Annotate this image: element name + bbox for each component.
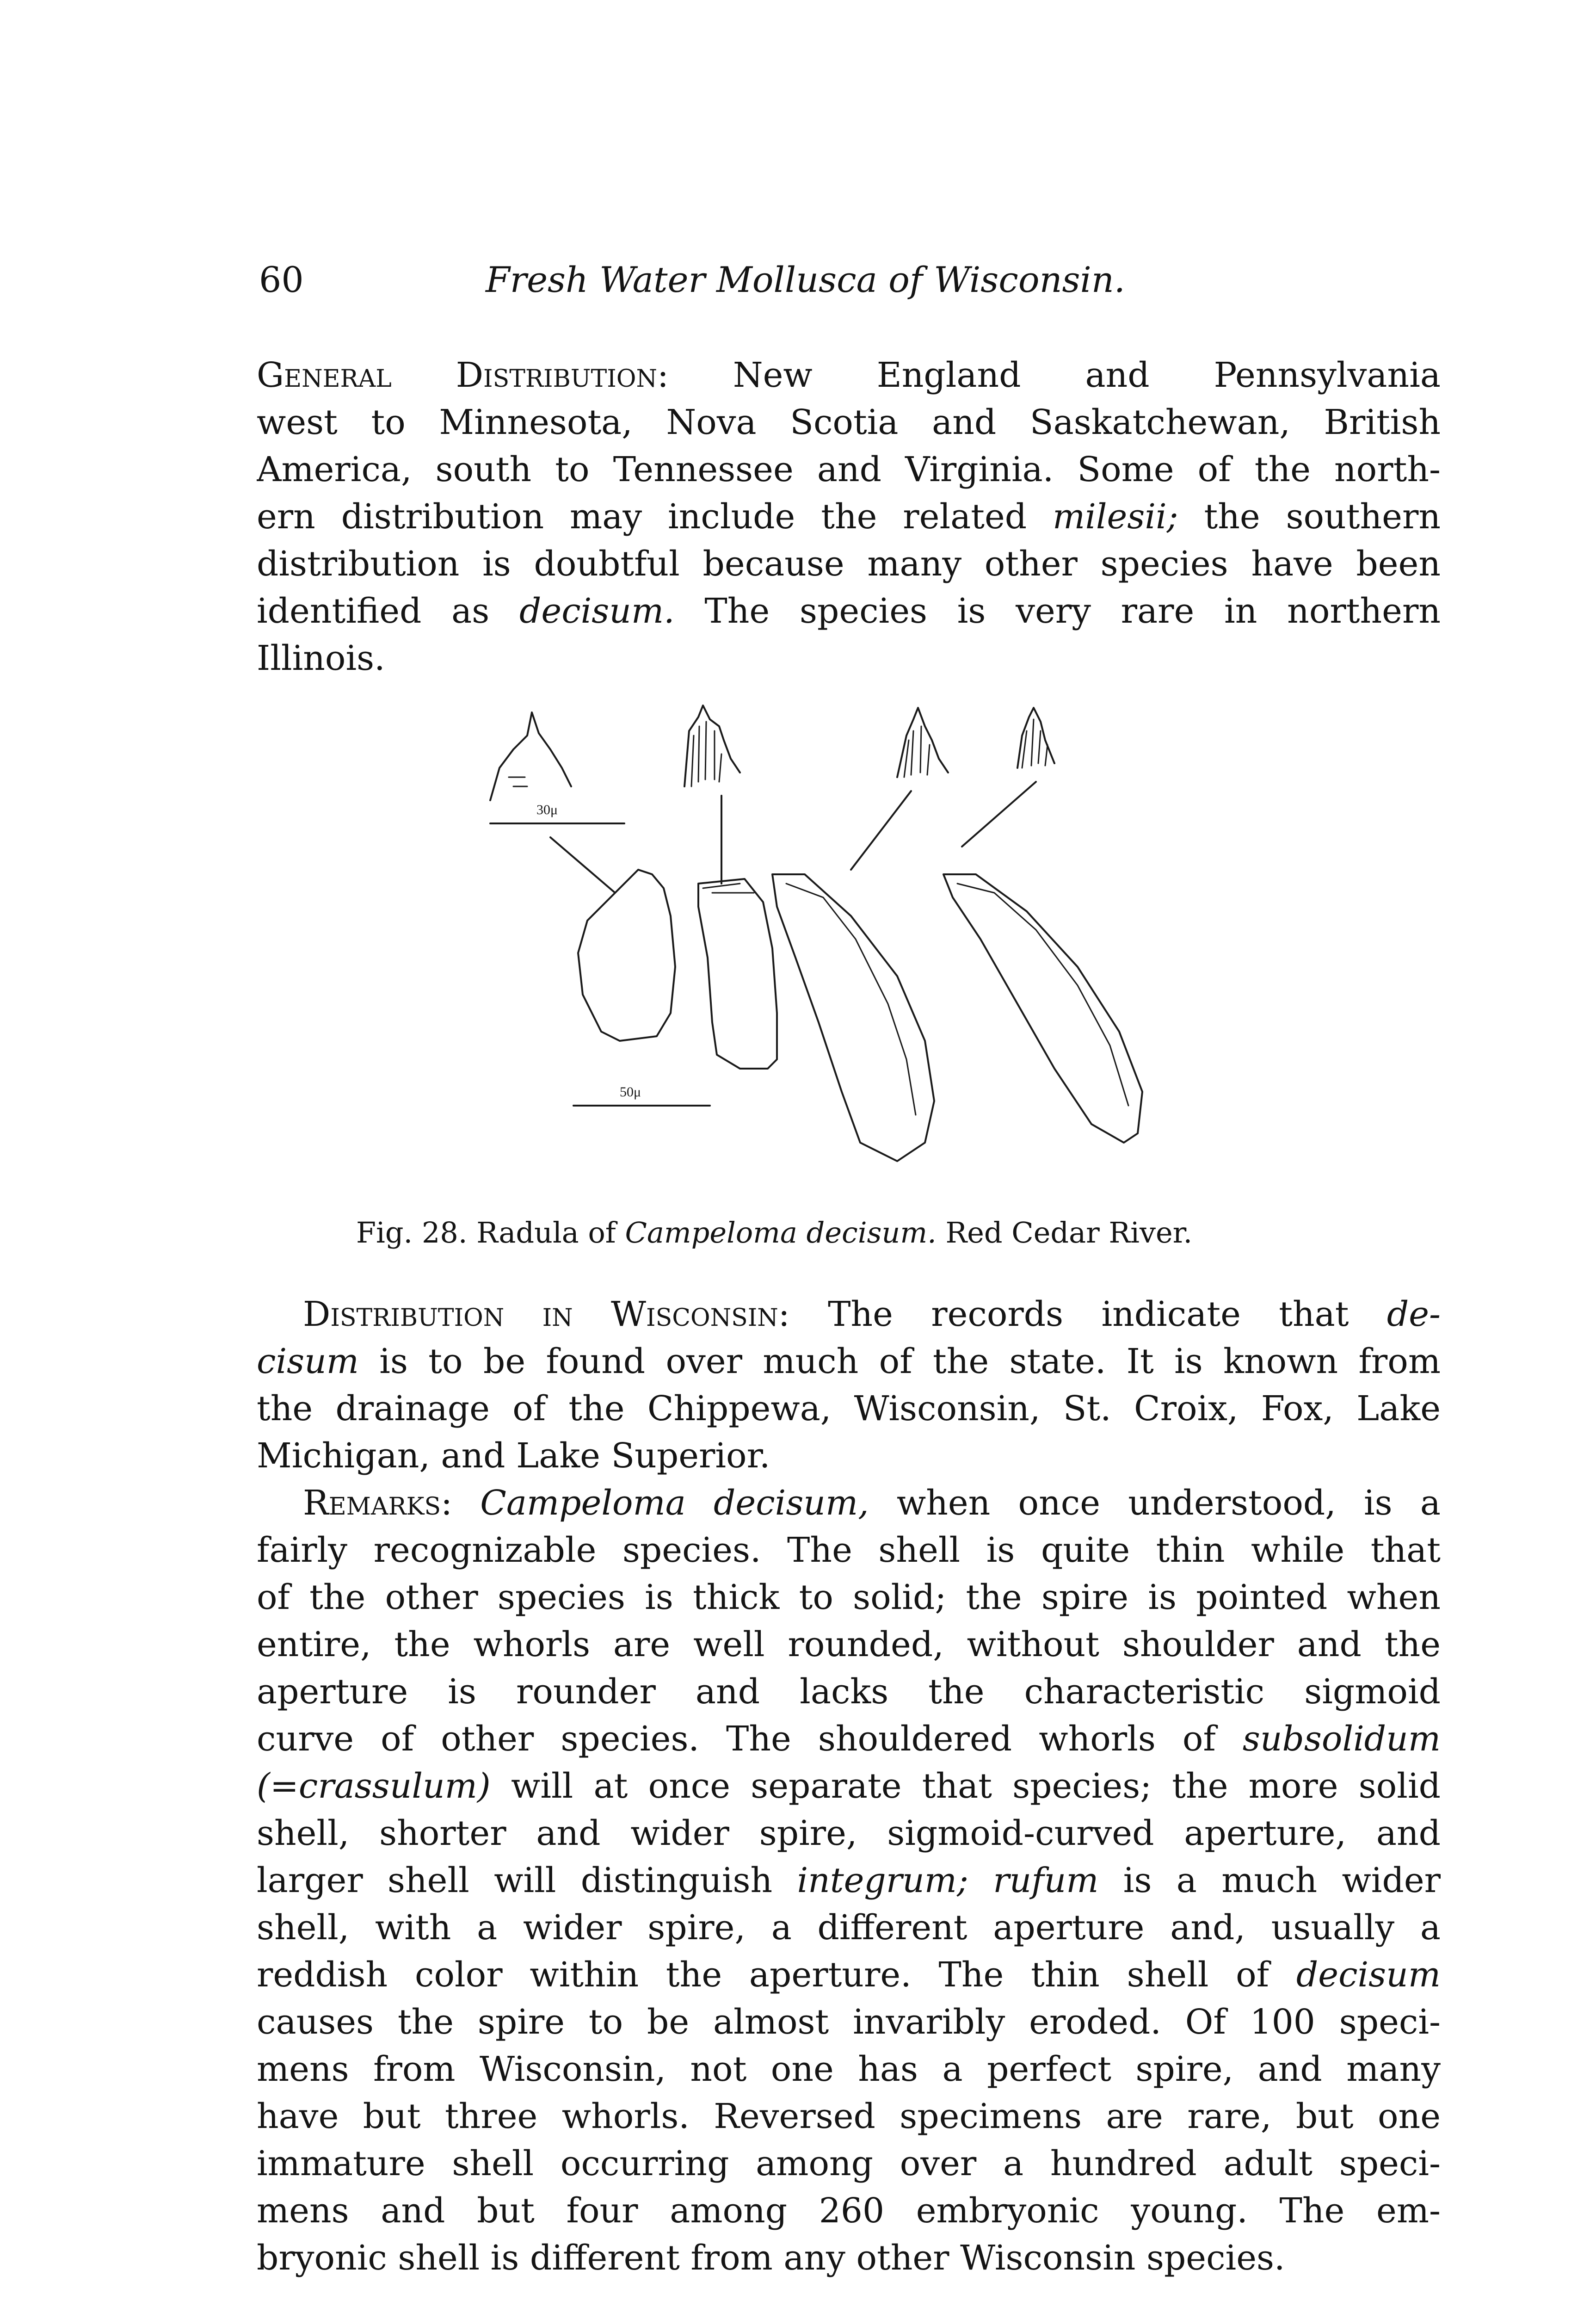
species-name: decisum.	[519, 591, 675, 631]
central-tooth-plate	[578, 870, 675, 1041]
text-line: bryonic shell is different from any other Wisconsin species.	[257, 2238, 1285, 2278]
section-heading: General Distribution:	[257, 355, 669, 395]
text-line: fairly recognizable species. The shell is quite thin while that	[257, 1530, 1441, 1570]
text-line: Remarks: Campeloma decisum, when once understood, is a	[303, 1483, 1441, 1523]
outer-marginal-tooth	[943, 874, 1142, 1143]
distribution-in-wisconsin-paragraph	[257, 1291, 1441, 1479]
text-line: aperture is rounder and lacks the characteristic sigmoid	[257, 1672, 1441, 1712]
rachidian-tooth-detail	[490, 712, 571, 800]
lateral-tooth-cusps	[703, 884, 754, 893]
species-name: subsolidum	[1242, 1719, 1441, 1759]
text-line: immature shell occurring among over a hundred adult speci-	[257, 2144, 1441, 2183]
species-name: integrum; rufum	[797, 1861, 1099, 1900]
text-line: larger shell will distinguish integrum; rufum is a much wider	[257, 1861, 1441, 1900]
text-line: shell, shorter and wider spire, sigmoid-curved aperture, and	[257, 1813, 1441, 1853]
species-name: milesii;	[1053, 497, 1178, 537]
text-line: (=crassulum) will at once separate that species; the more solid	[257, 1766, 1441, 1806]
scale-label-bottom: 50μ	[620, 1084, 641, 1100]
text-line: Michigan, and Lake Superior.	[257, 1436, 770, 1476]
inner-marginal-tooth	[772, 874, 934, 1161]
section-heading: Distribution in Wisconsin:	[303, 1294, 790, 1334]
general-distribution-paragraph	[257, 352, 1441, 682]
lateral-tooth-lines	[691, 722, 721, 786]
species-name: cisum	[257, 1342, 359, 1381]
tooth-cusp-lines	[509, 777, 527, 786]
text-line: General Distribution: New England and Pennsylvania	[257, 355, 1441, 395]
lateral-tooth	[698, 879, 777, 1069]
text-line: identified as decisum. The species is very rare in northern	[257, 591, 1441, 631]
text-line: curve of other species. The shouldered whorls of subsolidum	[257, 1719, 1441, 1759]
text-line: reddish color within the aperture. The thin shell of decisum	[257, 1955, 1441, 1995]
radula-drawing	[481, 699, 1230, 1198]
text-line: cisum is to be found over much of the state. It is known from	[257, 1342, 1441, 1381]
scale-label-top: 30μ	[536, 802, 558, 817]
page-header	[259, 259, 1443, 305]
text-line: have but three whorls. Reversed specimens are rare, but one	[257, 2097, 1441, 2136]
text-line: mens from Wisconsin, not one has a perfect spire, and many	[257, 2049, 1441, 2089]
pointer-line-3	[851, 791, 911, 870]
figure-caption: Fig. 28. Radula of Campeloma decisum. Red Cedar River.	[356, 1216, 1193, 1249]
text-line: America, south to Tennessee and Virginia. Some of the north-	[257, 450, 1441, 489]
species-name: (=crassulum)	[257, 1766, 491, 1806]
running-title: Fresh Water Mollusca of Wisconsin.	[486, 259, 1125, 300]
species-name: decisum	[1296, 1955, 1441, 1995]
text-line: the drainage of the Chippewa, Wisconsin, St. Croix, Fox, Lake	[257, 1389, 1441, 1429]
pointer-line-1	[550, 837, 615, 893]
text-line: entire, the whorls are well rounded, without shoulder and the	[257, 1625, 1441, 1664]
species-name: Campeloma decisum.	[625, 1216, 937, 1249]
figure-label: Fig. 28.	[356, 1216, 468, 1249]
radula-figure	[481, 699, 1230, 1198]
text-line: mens and but four among 260 embryonic young. The em-	[257, 2191, 1441, 2231]
text-line: Distribution in Wisconsin: The records indicate that de-	[303, 1294, 1441, 1334]
page-number: 60	[259, 259, 304, 300]
remarks-paragraph	[257, 1479, 1441, 2282]
pointer-line-4	[962, 782, 1036, 847]
text-line: distribution is doubtful because many other species have been	[257, 544, 1441, 584]
text-line: of the other species is thick to solid; the spire is pointed when	[257, 1577, 1441, 1617]
species-name: Campeloma decisum,	[452, 1483, 869, 1523]
outer-marginal-tooth-edge	[957, 884, 1128, 1106]
text-line: causes the spire to be almost invaribly eroded. Of 100 speci-	[257, 2002, 1441, 2042]
text-line: ern distribution may include the related milesii; the southern	[257, 497, 1441, 537]
text-line: shell, with a wider spire, a different aperture and, usually a	[257, 1908, 1441, 1948]
inner-marginal-tooth-edge	[786, 884, 916, 1115]
text-line: Illinois.	[257, 638, 385, 678]
section-heading: Remarks:	[303, 1483, 453, 1523]
text-line: west to Minnesota, Nova Scotia and Saskatchewan, British	[257, 402, 1441, 442]
